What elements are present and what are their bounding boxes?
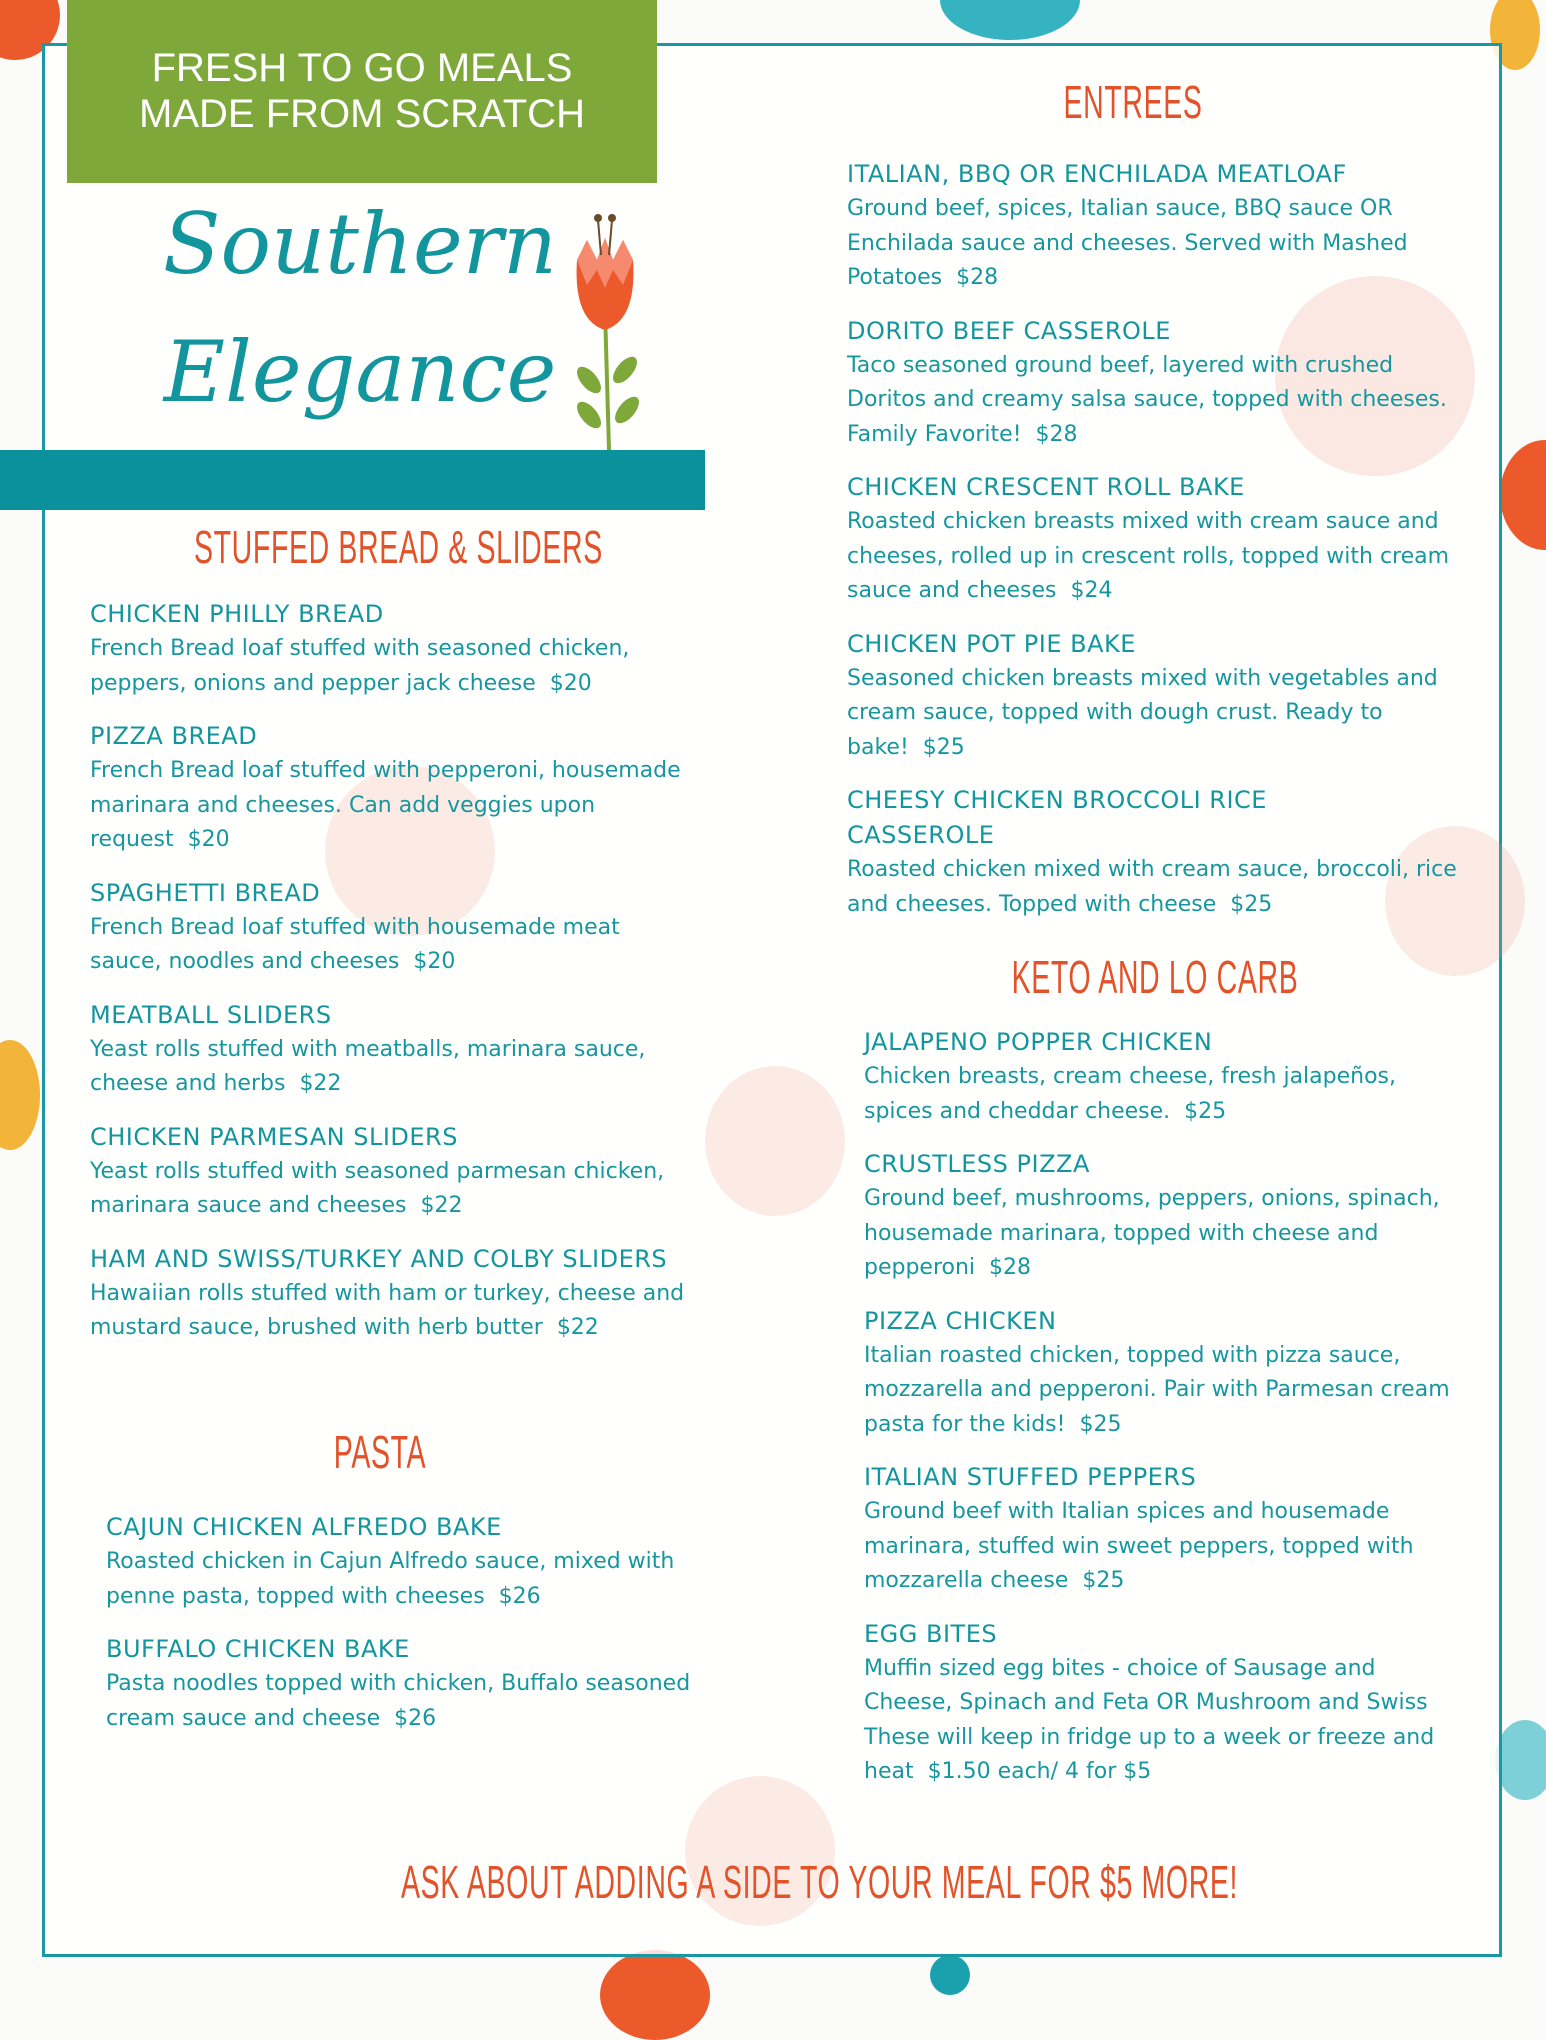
- section-heading-keto: KETO AND LO CARB: [1011, 951, 1299, 1003]
- menu-item: [90, 597, 690, 701]
- item-price: $25: [1184, 1098, 1227, 1124]
- item-desc: Chicken breasts, cream cheese, fresh jalapeños, spices and cheddar cheese.: [864, 1064, 1396, 1124]
- item-price: $25: [1230, 891, 1273, 917]
- flower-decoration: [0, 1040, 40, 1150]
- item-price: $28: [989, 1255, 1032, 1280]
- item-desc: Roasted chicken mixed with cream sauce, broccoli, rice and cheeses. Topped with cheese: [847, 857, 1457, 917]
- item-desc: French Bread loaf stuffed with seasoned chicken, peppers, onions and pepper jack cheese: [90, 636, 630, 696]
- item-desc: Muffin sized egg bites - choice of Sausage and Cheese, Spinach and Feta OR Mushroom and Swiss These will keep in fridge up to a week or freeze and heat: [864, 1655, 1435, 1784]
- restaurant-logo-title: [150, 180, 570, 436]
- menu-item: [847, 314, 1462, 453]
- item-desc: Yeast rolls stuffed with meatballs, marinara sauce, cheese and herbs: [90, 1036, 646, 1096]
- tagline-line2: MADE FROM SCRATCH: [139, 92, 585, 136]
- tagline-box: [67, 0, 657, 183]
- menu-item: [847, 783, 1462, 922]
- item-price: $26: [394, 1705, 437, 1731]
- item-name: JALAPENO POPPER CHICKEN: [864, 1028, 1213, 1056]
- item-name: CHICKEN PHILLY BREAD: [90, 600, 384, 628]
- section-heading-stuffed: STUFFED BREAD & SLIDERS: [194, 521, 603, 573]
- entrees-list: [847, 157, 1462, 940]
- item-price: $22: [420, 1193, 463, 1218]
- footer-note: ASK ABOUT ADDING A SIDE TO YOUR MEAL FOR $5 MORE!: [401, 1856, 1239, 1908]
- item-name: CHICKEN CRESCENT ROLL BAKE: [847, 473, 1245, 501]
- flower-decoration: [600, 1950, 710, 2040]
- item-price: $20: [187, 827, 230, 852]
- menu-item: [90, 876, 690, 980]
- item-desc: Pasta noodles topped with chicken, Buffalo seasoned cream sauce and cheese: [106, 1671, 691, 1731]
- item-name: PIZZA CHICKEN: [864, 1306, 1057, 1335]
- item-price: $25: [1082, 1568, 1125, 1593]
- menu-item: [847, 627, 1462, 766]
- menu-item: [90, 719, 690, 858]
- menu-item: [864, 1147, 1464, 1286]
- item-desc: French Bread loaf stuffed with pepperoni, housemade marinara and cheeses. Can add veggies upon request: [90, 758, 681, 852]
- item-name: CHEESY CHICKEN BROCCOLI RICE CASSEROLE: [847, 786, 1267, 849]
- title-line1: Southern: [162, 195, 558, 293]
- item-desc: Yeast rolls stuffed with seasoned parmesan chicken, marinara sauce and cheeses: [90, 1158, 665, 1218]
- item-price: $22: [556, 1315, 599, 1340]
- item-name: ITALIAN STUFFED PEPPERS: [864, 1463, 1197, 1491]
- flower-decoration: [930, 1955, 970, 1995]
- menu-item: [847, 157, 1462, 296]
- item-price: $22: [299, 1071, 342, 1096]
- item-desc: Taco seasoned ground beef, layered with crushed Doritos and creamy salsa sauce, topped with cheeses. Family Favorite!: [847, 352, 1447, 447]
- item-price: $25: [1079, 1411, 1122, 1437]
- item-desc: Hawaiian rolls stuffed with ham or turkey, cheese and mustard sauce, brushed with herb butter: [90, 1280, 685, 1340]
- item-price: $20: [413, 949, 456, 974]
- item-name: DORITO BEEF CASSEROLE: [847, 316, 1171, 345]
- item-name: PIZZA BREAD: [90, 722, 258, 750]
- item-name: ITALIAN, BBQ OR ENCHILADA MEATLOAF: [847, 160, 1347, 188]
- tulip-icon: [565, 210, 645, 450]
- menu-item: [864, 1025, 1464, 1129]
- item-name: EGG BITES: [864, 1619, 998, 1648]
- item-desc: Roasted chicken breasts mixed with cream sauce and cheeses, rolled up in crescent rolls, topped with cream sauce and cheeses: [847, 509, 1450, 603]
- item-name: BUFFALO CHICKEN BAKE: [106, 1635, 410, 1663]
- menu-item: [864, 1617, 1464, 1790]
- item-price: $1.50 each/ 4 for $5: [927, 1759, 1152, 1784]
- item-price: $26: [498, 1583, 541, 1609]
- item-desc: Ground beef, spices, Italian sauce, BBQ sauce OR Enchilada sauce and cheeses. Served with Mashed Potatoes: [847, 196, 1408, 290]
- item-desc: Ground beef with Italian spices and housemade marinara, stuffed win sweet peppers, topped with mozzarella cheese: [864, 1499, 1414, 1593]
- menu-item: [106, 1632, 696, 1736]
- section-heading-entrees: ENTREES: [1063, 76, 1203, 128]
- menu-item: [864, 1460, 1464, 1599]
- tagline-line1: FRESH TO GO MEALS: [151, 46, 573, 90]
- item-name: SPAGHETTI BREAD: [90, 878, 321, 907]
- item-price: $28: [1035, 421, 1078, 447]
- flower-decoration: [1495, 1720, 1546, 1800]
- item-desc: Italian roasted chicken, topped with pizza sauce, mozzarella and pepperoni. Pair with Parmesan cream pasta for the kids!: [864, 1342, 1450, 1437]
- flower-decoration: [940, 0, 1080, 40]
- menu-item: [864, 1304, 1464, 1443]
- item-desc: Seasoned chicken breasts mixed with vegetables and cream sauce, topped with dough crust. Ready to bake!: [847, 665, 1438, 760]
- item-desc: French Bread loaf stuffed with housemade meat sauce, noodles and cheeses: [90, 914, 620, 974]
- menu-item: [90, 998, 690, 1102]
- item-name: CHICKEN POT PIE BAKE: [847, 629, 1136, 658]
- item-desc: Roasted chicken in Cajun Alfredo sauce, mixed with penne pasta, topped with cheeses: [106, 1549, 675, 1609]
- title-line2: Elegance: [163, 323, 557, 421]
- item-name: HAM AND SWISS/TURKEY AND COLBY SLIDERS: [90, 1244, 668, 1273]
- section-heading-pasta: PASTA: [333, 1426, 427, 1478]
- pasta-list: [106, 1510, 696, 1754]
- faint-flower: [705, 1066, 845, 1216]
- teal-band: [0, 450, 705, 510]
- stuffed-list: [90, 597, 690, 1364]
- item-price: $20: [549, 670, 592, 696]
- menu-item: [847, 470, 1462, 609]
- item-price: $25: [922, 734, 965, 760]
- menu-item: [106, 1510, 696, 1614]
- item-name: CHICKEN PARMESAN SLIDERS: [90, 1122, 458, 1151]
- menu-item: [90, 1242, 690, 1346]
- item-desc: Ground beef, mushrooms, peppers, onions, spinach, housemade marinara, topped with cheese and pepperoni: [864, 1186, 1440, 1280]
- item-name: MEATBALL SLIDERS: [90, 1000, 332, 1029]
- item-price: $24: [1070, 578, 1113, 603]
- keto-list: [864, 1025, 1464, 1808]
- item-name: CAJUN CHICKEN ALFREDO BAKE: [106, 1513, 502, 1541]
- item-price: $28: [956, 265, 999, 290]
- menu-item: [90, 1120, 690, 1224]
- flower-decoration: [1500, 440, 1546, 550]
- item-name: CRUSTLESS PIZZA: [864, 1150, 1090, 1178]
